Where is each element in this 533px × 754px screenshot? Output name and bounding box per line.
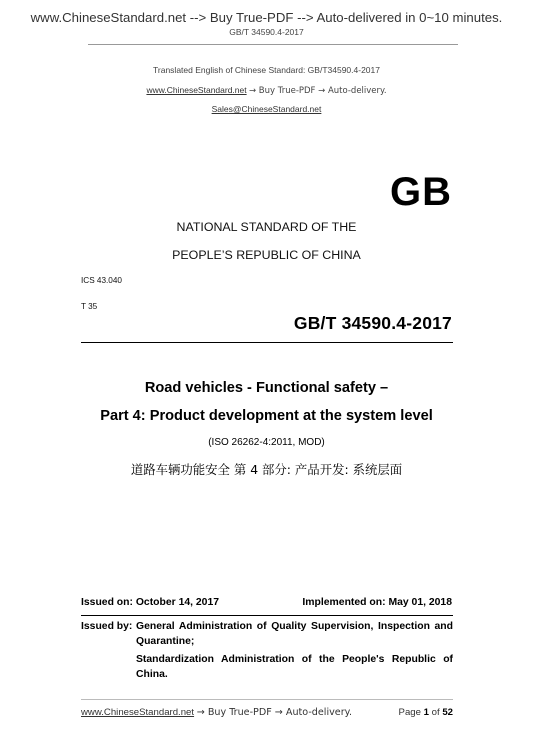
national-standard-line1: NATIONAL STANDARD OF THE <box>176 220 357 234</box>
title-divider <box>81 342 453 343</box>
top-banner: www.ChineseStandard.net --> Buy True-PDF --> Auto-delivered in 0~10 minutes. <box>30 10 503 25</box>
email-link[interactable]: Sales@ChineseStandard.net <box>211 104 322 114</box>
dates-divider <box>81 615 453 616</box>
email-line <box>0 104 533 114</box>
purchase-text: → Buy True-PDF → Auto-delivery. <box>248 86 387 96</box>
site-link[interactable]: www.ChineseStandard.net <box>146 85 247 95</box>
translation-note: Translated English of Chinese Standard: GB/T34590.4-2017 <box>153 65 380 75</box>
implemented-on-date: Implemented on: May 01, 2018 <box>302 597 452 608</box>
standard-code: GB/T 34590.4-2017 <box>293 313 452 333</box>
footer-site-link[interactable]: www.ChineseStandard.net <box>81 707 195 718</box>
national-standard-line2: PEOPLE’S REPUBLIC OF CHINA <box>172 248 361 262</box>
t-code: T 35 <box>81 302 98 311</box>
gb-logo: GB <box>390 170 452 214</box>
issuer-2: Standardization Administration of the People's Republic of China. <box>136 654 453 680</box>
page-total: 52 <box>442 707 453 718</box>
iso-reference: (ISO 26262-4:2011, MOD) <box>208 437 325 448</box>
purchase-line <box>0 85 533 96</box>
ics-code: ICS 43.040 <box>81 276 122 285</box>
page-indicator <box>399 707 453 718</box>
chinese-title: 道路车辆功能安全 第 4 部分: 产品开发: 系统层面 <box>130 462 403 477</box>
title-line1: Road vehicles - Functional safety – <box>144 380 389 396</box>
issued-on-date: Issued on: October 14, 2017 <box>81 597 220 608</box>
footer-purchase-text: → Buy True-PDF → Auto-delivery. <box>196 707 352 718</box>
issuer-1: General Administration of Quality Supervision, Inspection and Quarantine; <box>136 621 453 647</box>
footer <box>81 707 453 718</box>
header-divider <box>88 44 458 45</box>
title-line2: Part 4: Product development at the system level <box>100 408 433 424</box>
doc-number-header: GB/T 34590.4-2017 <box>229 27 304 37</box>
page-label: Page <box>398 707 421 718</box>
of-label: of <box>431 707 440 718</box>
issued-by-label: Issued by: <box>81 621 133 632</box>
page-number: 1 <box>423 707 429 718</box>
footer-divider <box>81 699 453 700</box>
